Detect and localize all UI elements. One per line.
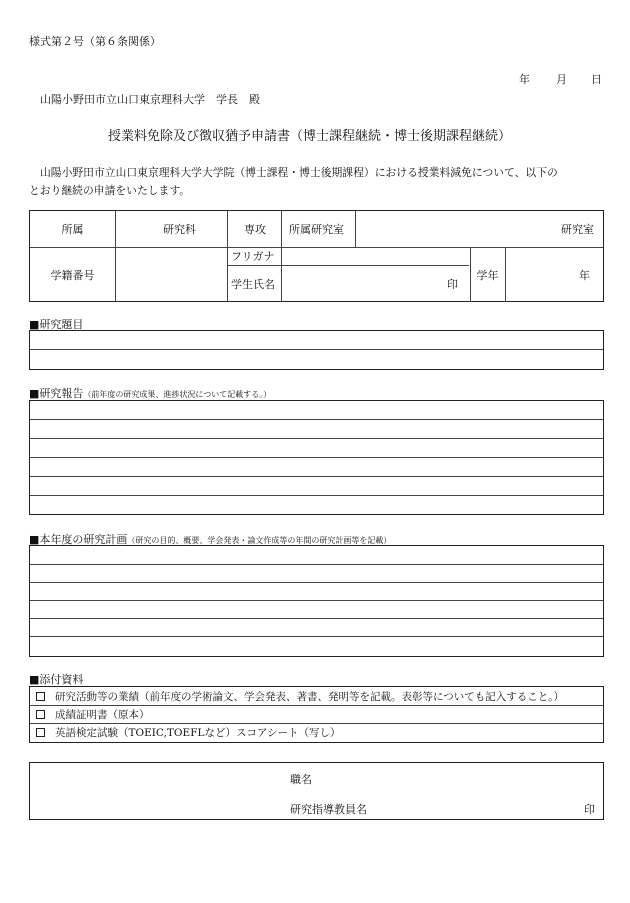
attachment-item-label: 研究活動等の業績（前年度の学術論文、学会発表、著書、発明等を記載。表彰等についても記入すること。） bbox=[55, 691, 565, 703]
research-plan-box[interactable] bbox=[29, 545, 604, 657]
attachment-item bbox=[30, 687, 603, 706]
research-report-heading: ■研究報告 bbox=[29, 387, 84, 400]
lab-label: 所属研究室 bbox=[289, 223, 344, 236]
graduate-school-label: 研究科 bbox=[163, 223, 196, 236]
attachment-item bbox=[30, 723, 603, 742]
intro-text-line1: 山陽小野田市立山口東京理科大学大学院（博士課程・博士後期課程）における授業料減免について、以下の bbox=[40, 166, 558, 179]
student-id-field[interactable] bbox=[115, 247, 227, 302]
lab-suffix: 研究室 bbox=[561, 223, 594, 236]
attachment-checkbox[interactable] bbox=[36, 692, 45, 701]
attachments-heading: ■添付資料 bbox=[29, 673, 84, 686]
research-topic-heading: ■研究題目 bbox=[29, 318, 84, 331]
major-label: 専攻 bbox=[244, 223, 266, 236]
supervisor-name-label: 研究指導教員名 bbox=[290, 803, 367, 816]
supervisor-box bbox=[29, 762, 604, 820]
research-topic-box[interactable] bbox=[29, 330, 604, 370]
student-name-field[interactable] bbox=[282, 265, 470, 302]
supervisor-position-label: 職名 bbox=[290, 773, 312, 786]
research-report-box[interactable] bbox=[29, 400, 604, 515]
research-report-heading-group bbox=[29, 385, 271, 401]
furigana-label: フリガナ bbox=[231, 250, 275, 263]
supervisor-seal-label: 印 bbox=[584, 803, 595, 816]
student-name-label: 学生氏名 bbox=[231, 277, 275, 291]
furigana-field[interactable] bbox=[282, 247, 470, 265]
form-number: 様式第２号（第６条関係） bbox=[29, 35, 161, 48]
attachment-checkbox[interactable] bbox=[36, 710, 45, 719]
research-report-note: （前年度の研究成果、進捗状況について記載する。） bbox=[83, 390, 272, 399]
document-title: 授業料免除及び徴収猶予申請書（博士課程継続・博士後期課程継続） bbox=[108, 129, 512, 144]
student-info-table bbox=[29, 210, 604, 302]
attachment-checkbox[interactable] bbox=[36, 728, 45, 737]
student-seal-label: 印 bbox=[447, 277, 458, 291]
date-day-label: 日 bbox=[591, 73, 602, 86]
date-month-label: 月 bbox=[556, 73, 567, 86]
date-year-label: 年 bbox=[519, 73, 530, 86]
intro-text-line2: とおり継続の申請をいたします。 bbox=[29, 184, 191, 197]
attachment-item-label: 英語検定試験（TOEIC,TOEFLなど）スコアシート（写し） bbox=[55, 727, 341, 739]
attachment-item bbox=[30, 705, 603, 724]
student-id-label: 学籍番号 bbox=[50, 268, 95, 282]
research-plan-note: （研究の目的、概要、学会発表・論文作成等の年間の研究計画等を記載） bbox=[127, 536, 392, 545]
attachment-item-label: 成績証明書（原本） bbox=[55, 709, 150, 721]
research-plan-heading: ■本年度の研究計画 bbox=[29, 533, 128, 546]
grade-label: 学年 bbox=[476, 268, 499, 282]
grade-suffix: 年 bbox=[579, 268, 590, 282]
attachments-list bbox=[29, 686, 604, 743]
affiliation-label: 所属 bbox=[61, 223, 84, 236]
addressee: 山陽小野田市立山口東京理科大学 学長 殿 bbox=[40, 93, 260, 106]
